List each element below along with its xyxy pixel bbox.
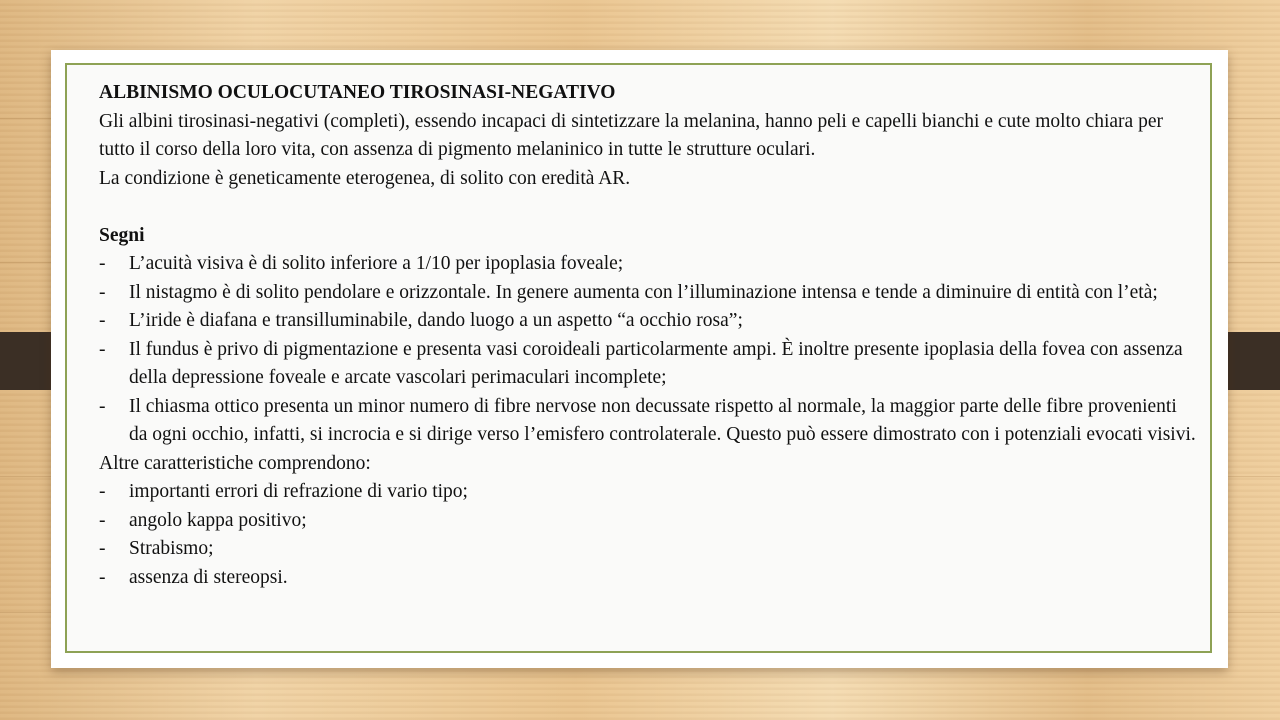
signs-list-item: - L’acuità visiva è di solito inferiore a 1/10 per ipoplasia foveale; — [99, 250, 1199, 279]
signs-list-item: - Il chiasma ottico presenta un minor numero di fibre nervose non decussate rispetto al normale, la maggior parte delle fibre provenienti da ogni occhio, infatti, si incrocia e si dirige verso l’emisfero controlaterale. Questo può essere dimostrato con i potenziali evocati visivi. — [99, 393, 1199, 450]
other-list — [99, 478, 1199, 592]
intro-paragraph: Gli albini tirosinasi-negativi (completi), essendo incapaci di sintetizzare la melanina, hanno peli e capelli bianchi e cute molto chiara per tutto il corso della loro vita, con assenza di pigmento melaninico in tutte le strutture oculari. — [99, 110, 1163, 160]
other-list-item: - Strabismo; — [99, 535, 1199, 564]
left-strap — [0, 332, 54, 390]
signs-list — [99, 250, 1199, 450]
other-list-item: - importanti errori di refrazione di vario tipo; — [99, 478, 1199, 507]
other-list-item: - assenza di stereopsi. — [99, 564, 1199, 593]
intro-paragraph: La condizione è geneticamente eterogenea, di solito con eredità AR. — [99, 167, 631, 189]
other-heading: Altre caratteristiche comprendono: — [99, 452, 371, 474]
slide-content — [99, 79, 1199, 592]
signs-list-item: - Il fundus è privo di pigmentazione e presenta vasi coroideali particolarmente ampi. È inoltre presente ipoplasia della fovea con assenza della depressione foveale e arcate vascolari perimaculari incomplete; — [99, 336, 1199, 393]
paragraph-spacer — [99, 193, 1199, 222]
other-list-item: - angolo kappa positivo; — [99, 507, 1199, 536]
signs-list-item: - Il nistagmo è di solito pendolare e orizzontale. In genere aumenta con l’illuminazione intensa e tende a diminuire di entità con l’età; — [99, 279, 1199, 308]
slide-frame — [65, 63, 1212, 653]
signs-heading: Segni — [99, 224, 145, 246]
slide-title: ALBINISMO OCULOCUTANEO TIROSINASI-NEGATIVO — [99, 82, 616, 103]
signs-list-item: - L’iride è diafana e transilluminabile, dando luogo a un aspetto “a occhio rosa”; — [99, 307, 1199, 336]
slide-card — [51, 50, 1228, 668]
